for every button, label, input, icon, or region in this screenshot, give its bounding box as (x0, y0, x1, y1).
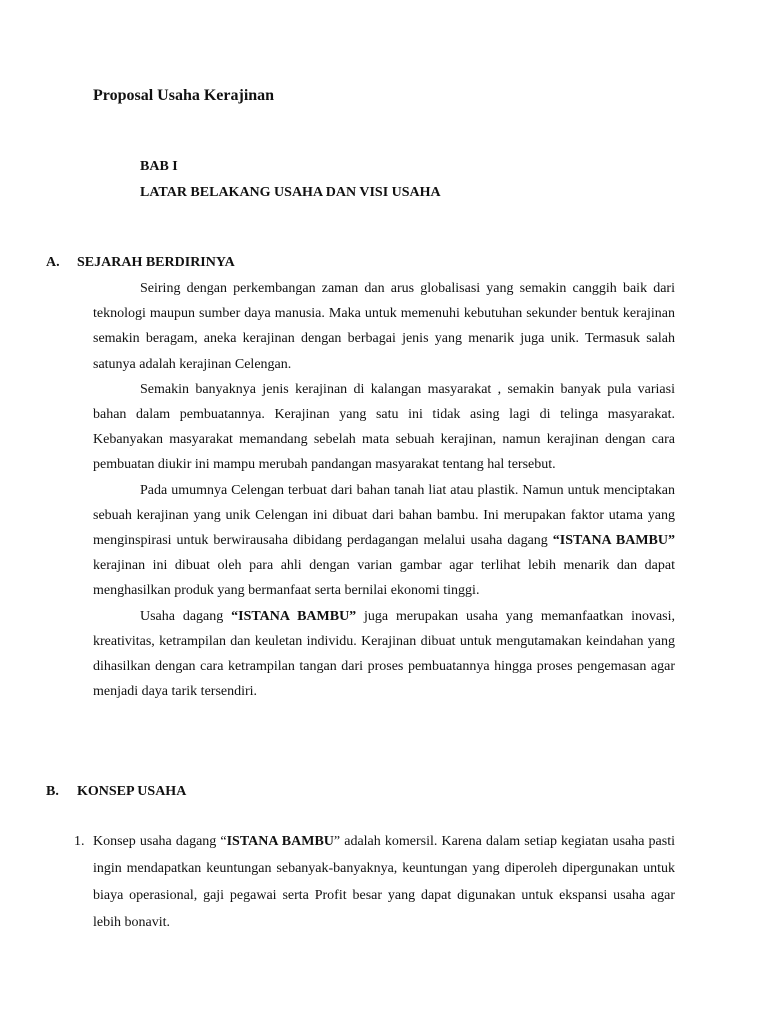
section-heading-sejarah (46, 255, 235, 271)
paragraph-text: Usaha dagang (140, 608, 232, 624)
business-name: “ISTANA BAMBU” (231, 608, 357, 624)
paragraph-text: kerajinan ini dibuat oleh para ahli dengan varian gambar agar terlihat lebih menarik dan dapat menghasilkan produk yang bermanfaat serta bernilai ekonomi tinggi. (93, 558, 675, 599)
list-text-part: ” adalah komersil. Karena dalam setiap kegiatan usaha pasti ingin mendapatkan keuntungan sebanyak-banyaknya, keuntungan yang diperoleh dipergunakan untuk biaya operasional, gaji pegawai serta Profit besar yang dapat digunakan untuk ekspansi usaha agar lebih bonavit. (93, 834, 675, 930)
business-name: “ISTANA BAMBU” (552, 533, 675, 549)
section-letter: A. (46, 255, 60, 270)
paragraph-text: juga merupakan usaha yang memanfaatkan inovasi, kreativitas, ketrampilan dan keuletan individu. Kerajinan dibuat untuk mengutamakan keindahan yang dihasilkan dengan cara ketrampilan tangan dari proses pembuatannya hingga proses pengemasan agar menjadi daya tarik tersendiri. (93, 608, 676, 700)
list-number: 1. (74, 834, 85, 849)
list-item-text (93, 828, 675, 936)
list-text-part: Konsep usaha dagang “ (93, 834, 227, 849)
section-title: KONSEP USAHA (77, 784, 187, 799)
chapter-heading (140, 154, 441, 206)
paragraph-text: Seiring dengan perkembangan zaman dan arus globalisasi yang semakin canggih baik dari teknologi maupun sumber daya manusia. Maka untuk memenuhi kebutuhan sekunder bentuk kerajinan semakin beragam, aneka kerajinan dengan berbagai jenis yang menarik juga unik. Termasuk salah satunya adalah kerajinan Celengan. (93, 281, 675, 372)
paragraph (93, 377, 675, 478)
business-name: ISTANA BAMBU (226, 834, 334, 849)
paragraph (93, 604, 675, 705)
section-heading-konsep (46, 784, 186, 800)
list-item (74, 828, 675, 936)
chapter-title: LATAR BELAKANG USAHA DAN VISI USAHA (140, 185, 441, 200)
paragraph-text: Pada umumnya Celengan terbuat dari bahan tanah liat atau plastik. Namun untuk menciptakan sebuah kerajinan yang unik Celengan ini dibuat dari bahan bambu. Ini merupakan faktor utama yang menginspirasi untuk berwirausaha dibidang perdagangan melalui usaha dagang (93, 482, 675, 549)
chapter-number: BAB I (140, 159, 178, 174)
document-title: Proposal Usaha Kerajinan (93, 87, 275, 104)
section-title: SEJARAH BERDIRINYA (77, 255, 235, 270)
concept-list (74, 828, 675, 936)
paragraph (93, 276, 675, 377)
section-body-sejarah (93, 276, 675, 704)
paragraph-text: Semakin banyaknya jenis kerajinan di kalangan masyarakat , semakin banyak pula variasi bahan dalam pembuatannya. Kerajinan yang satu ini tidak asing lagi di telinga masyarakat. Kebanyakan masyarakat memandang sebelah mata sebuah kerajinan, namun kerajinan dengan cara pembuatan diukir ini mampu merubah pandangan masyarakat tentang hal tersebut. (93, 381, 675, 473)
section-letter: B. (46, 784, 59, 799)
paragraph (93, 478, 675, 604)
